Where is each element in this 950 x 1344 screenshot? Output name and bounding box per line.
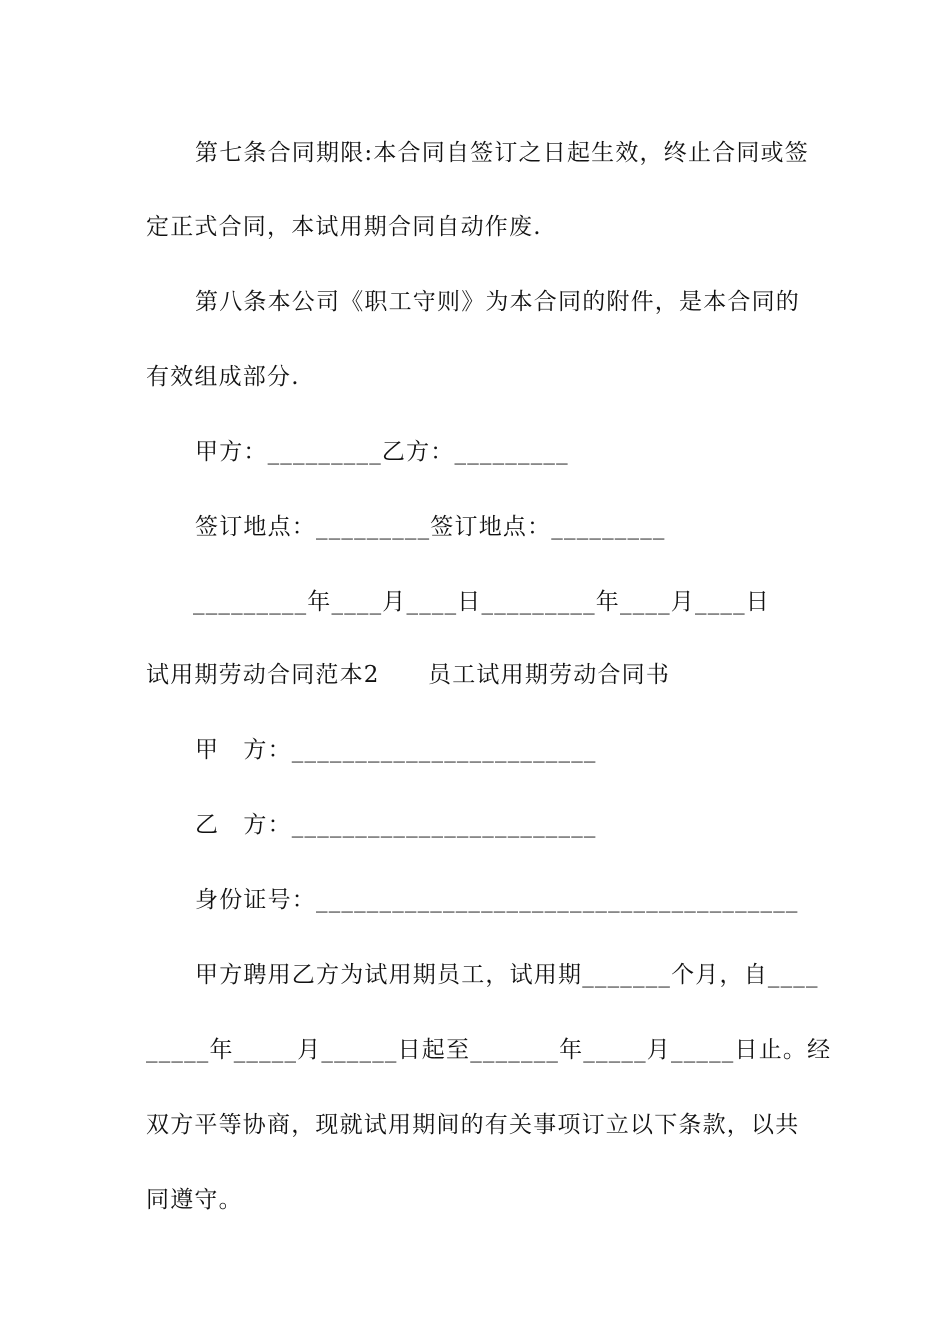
article-8-line-2: 有效组成部分.: [146, 364, 300, 390]
intro-paragraph-line-1: 甲方聘用乙方为试用期员工，试用期_______个月，自____: [195, 962, 819, 988]
signing-location-line: 签订地点：_________签订地点：_________: [195, 514, 666, 540]
intro-paragraph-line-4: 同遵守。: [146, 1187, 243, 1213]
party-signature-line: 甲方：_________乙方：_________: [195, 439, 569, 465]
party-a-field: 甲 方：________________________: [195, 737, 597, 763]
intro-paragraph-line-3: 双方平等协商，现就试用期间的有关事项订立以下条款，以共: [146, 1112, 800, 1138]
section-title: 试用期劳动合同范本2 员工试用期劳动合同书: [146, 662, 671, 688]
id-number-field: 身份证号：______________________________________: [195, 887, 799, 913]
article-7-line-2: 定正式合同，本试用期合同自动作废.: [146, 214, 542, 240]
signing-date-line: _________年____月____日_________年____月____日: [193, 589, 770, 615]
intro-paragraph-line-2: _____年_____月______日起至_______年_____月_____日止。经: [146, 1037, 832, 1063]
party-b-field: 乙 方：________________________: [195, 812, 597, 838]
article-8-line-1: 第八条本公司《职工守则》为本合同的附件，是本合同的: [195, 289, 800, 315]
article-7-line-1: 第七条合同期限:本合同自签订之日起生效，终止合同或签: [195, 140, 809, 166]
